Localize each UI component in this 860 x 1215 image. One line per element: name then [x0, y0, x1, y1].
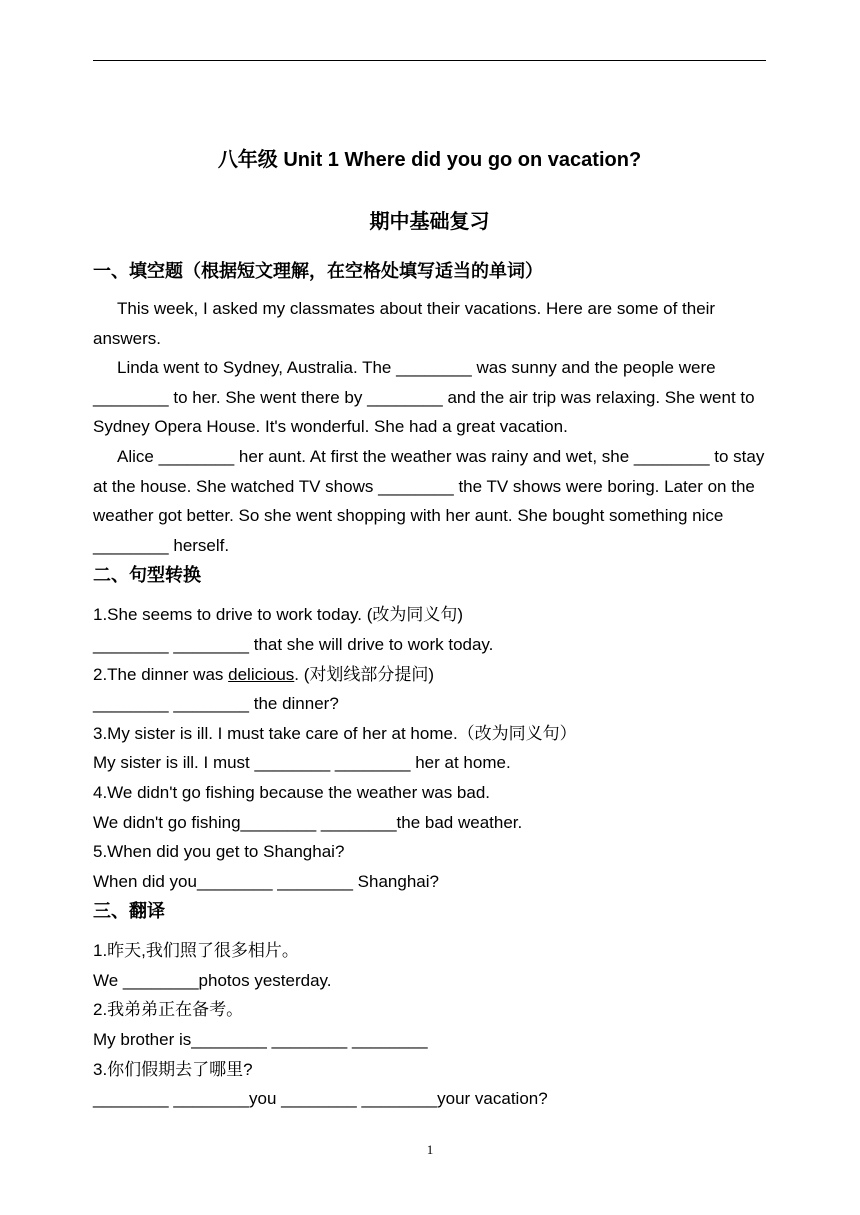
- exercise-question: 2.我弟弟正在备考。: [93, 1000, 244, 1020]
- document-title: 八年级 Unit 1 Where did you go on vacation?: [217, 149, 642, 171]
- exercise-answer-line: ________ ________ the dinner?: [93, 694, 339, 714]
- exercise-answer-line: We ________photos yesterday.: [93, 970, 332, 990]
- section-heading: 三、翻译: [93, 901, 165, 922]
- section-fill-in-blanks: [93, 256, 766, 560]
- exercise-question: 1.She seems to drive to work today. (改为同义句): [93, 605, 464, 625]
- passage-paragraph: This week, I asked my classmates about their vacations. Here are some of their answers.: [93, 299, 716, 348]
- exercise-list: [93, 600, 766, 896]
- exercise-question: 1.昨天,我们照了很多相片。: [93, 941, 299, 961]
- page-number: 1: [426, 1142, 434, 1157]
- exercise-answer-line: ________ ________ that she will drive to work today.: [93, 634, 494, 654]
- exercise-answer-line: My brother is________ ________ ________: [93, 1030, 428, 1050]
- exercise-answer-line: My sister is ill. I must ________ ________ her at home.: [93, 753, 511, 773]
- passage-paragraph: Linda went to Sydney, Australia. The ________ was sunny and the people were ________ to her. She went there by ________ and the air trip was relaxing. She went to Sydney Opera House. It's wonderful. She had a great vacation.: [93, 358, 755, 437]
- document-body: [93, 140, 766, 1114]
- section-sentence-transformation: [93, 560, 766, 896]
- exercise-question: [93, 660, 766, 690]
- passage-paragraph: Alice ________ her aunt. At first the weather was rainy and wet, she ________ to stay at the house. She watched TV shows ________ the TV shows were boring. Later on the weather got better. So she went shopping with her aunt. She bought something nice ________ herself.: [93, 446, 765, 555]
- exercise-question: 5.When did you get to Shanghai?: [93, 842, 345, 862]
- section-translation: [93, 896, 766, 1114]
- question-text: 2.The dinner was: [93, 664, 229, 684]
- section-heading: 二、句型转换: [93, 565, 201, 586]
- document-subtitle: 期中基础复习: [369, 211, 490, 233]
- exercise-question: 3.My sister is ill. I must take care of her at home.（改为同义句）: [93, 723, 577, 743]
- section-heading: 一、填空题（根据短文理解，在空格处填写适当的单词）: [93, 261, 543, 281]
- exercise-answer-line: When did you________ ________ Shanghai?: [93, 871, 439, 891]
- header-rule: [93, 60, 766, 61]
- exercise-answer-line: ________ ________you ________ ________your vacation?: [93, 1089, 548, 1109]
- exercise-answer-line: We didn't go fishing________ ________the bad weather.: [93, 812, 523, 832]
- exercise-list: [93, 936, 766, 1114]
- exercise-question: 4.We didn't go fishing because the weather was bad.: [93, 782, 491, 802]
- underlined-word: delicious: [228, 664, 295, 684]
- question-text: . (对划线部分提问): [294, 664, 435, 684]
- exercise-question: 3.你们假期去了哪里?: [93, 1059, 253, 1079]
